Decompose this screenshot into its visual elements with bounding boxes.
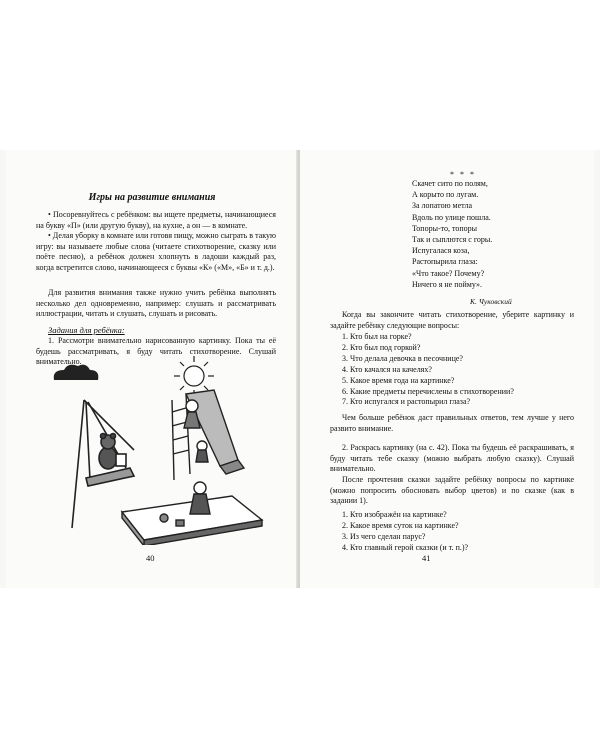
poem-line: Ничего я не пойму». (412, 279, 483, 289)
tasks-heading: Задания для ребёнка: (48, 325, 125, 335)
question-item: 6. Какие предметы перечислены в стихотворении? (342, 386, 514, 396)
poem-line: За лопатою метла (412, 201, 472, 211)
left-page (6, 150, 298, 588)
after-poem-paragraph: Когда вы закончите читать стихотворение, уберите картинку и задайте ребёнку следующие вопросы: (330, 310, 574, 330)
poem-author: К. Чуковский (470, 297, 512, 306)
poem-line: Так и сыплются с горы. (412, 235, 493, 245)
task-2-paragraph: 2. Раскрась картинку (на с. 42). Пока ты будешь её раскрашивать, я буду читать тебе сказку (можно выбрать любую сказку). Слушай внимательно. (330, 443, 574, 474)
after-poem-text (330, 310, 574, 331)
more-answers-paragraph: Чем больше ребёнок даст правильных ответов, тем лучше у него развито внимание. (330, 413, 574, 433)
page-number: 41 (422, 553, 431, 563)
swing-with-bear-icon (72, 400, 134, 528)
question-item: 1. Кто был на горке? (342, 332, 412, 341)
poem-line: Испугалася коза, (412, 246, 470, 256)
after-tale-text (330, 475, 574, 507)
poem-line: Скачет сито по полям, (412, 179, 488, 188)
question-item: 4. Кто главный герой сказки (и т. п.)? (342, 542, 469, 552)
question-item: 4. Кто качался на качелях? (342, 364, 432, 374)
question-item: 2. Какое время суток на картинке? (342, 520, 459, 530)
questions-list-2 (342, 510, 468, 554)
question-item: 2. Кто был под горкой? (342, 342, 421, 352)
after-tale-paragraph: После прочтения сказки задайте ребёнку вопросы по картинке (можно попросить обосновать выбор цветов) и по сказке (как в задании 1). (330, 475, 574, 506)
question-item: 3. Из чего сделан парус? (342, 531, 426, 541)
cloud-icon (54, 365, 99, 380)
question-item: 5. Какое время года на картинке? (342, 375, 455, 385)
page-title: Игры на развитие внимания (88, 192, 216, 203)
poem-line: Топоры-то, топоры (412, 223, 478, 233)
sandbox-with-girl-icon (122, 482, 262, 545)
playground-illustration (24, 350, 274, 545)
question-item: 1. Кто изображён на картинке? (342, 510, 447, 519)
task-1-paragraph: 1. Рассмотри внимательно нарисованную картинку. Пока ты её будешь рассматривать, я буду читать стихотворение. Слушай внимательно. (36, 336, 276, 367)
poem-stars: * * * (450, 170, 476, 179)
slide-with-children-icon (172, 390, 244, 480)
poem-line: Вдоль по улице пошла. (412, 212, 491, 222)
intro-paragraph-2: • Делая уборку в комнате или готовя пищу, можно сыграть в такую игру: вы называете любые слова (читаете стихотворение, сказку или поёте песню), а ребёнок должен хлопнуть в ладоши каждый раз, когда встретится слово, начинающееся с буквы «К» («М», «Б» и т. д.). (36, 231, 276, 272)
task-2-text (330, 443, 574, 475)
question-item: 7. Кто испугался и растопырил глаза? (342, 397, 471, 407)
poem-line: Растопырила глаза: (412, 257, 478, 267)
attention-text (36, 288, 276, 320)
intro-paragraph-1: • Посоревнуйтесь с ребёнком: вы ищете предметы, начинающиеся на букву «П» (или другую букву), на кухне, а он — в комнате. (36, 210, 276, 230)
poem-line: А корыто по лугам. (412, 190, 479, 200)
page-number: 40 (146, 553, 155, 563)
attention-paragraph: Для развития внимания также нужно учить ребёнка выполнять несколько дел одновременно, например: слушать и рассматривать иллюстрации, читать и слушать, слушать и рисовать. (36, 288, 276, 319)
right-page (300, 150, 594, 588)
more-answers-text (330, 413, 574, 434)
poem (412, 178, 492, 290)
poem-line: «Что такое? Почему? (412, 268, 485, 278)
question-item: 3. Что делала девочка в песочнице? (342, 353, 463, 363)
sun-icon (174, 356, 214, 396)
book-spread (0, 150, 600, 588)
questions-list-1 (342, 332, 514, 408)
intro-text (36, 210, 276, 274)
